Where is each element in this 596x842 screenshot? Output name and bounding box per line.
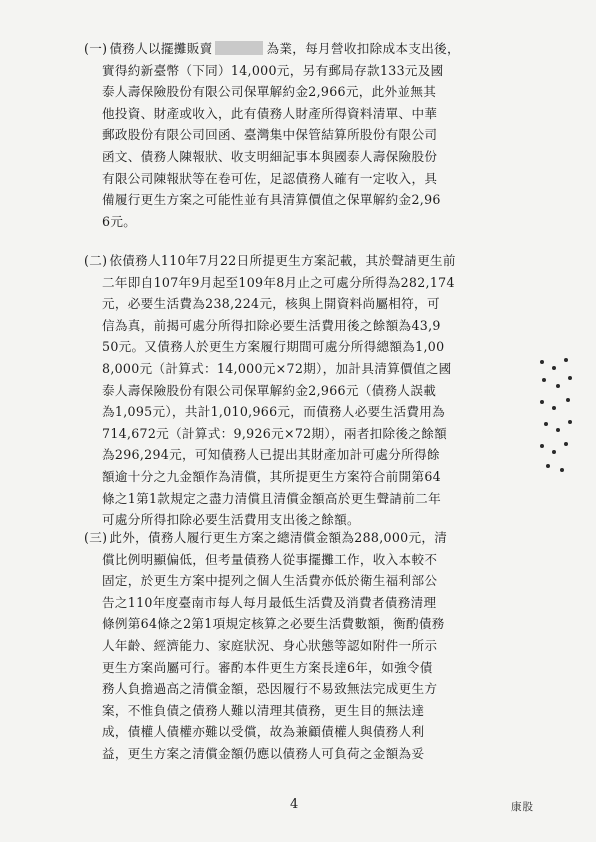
paragraph-line: 額逾十分之九金額作為清償，其所提更生方案符合前開第64	[102, 468, 441, 484]
footer-label: 康股	[511, 801, 534, 813]
paragraph-line: 益，更生方案之清償金額仍應以債務人可負荷之金額為妥	[102, 745, 425, 761]
paragraph-line: 條之1第1款規定之盡力清償且清償金額高於更生聲請前二年	[102, 490, 441, 506]
paragraph-line: 元，必要生活費為238,224元，核與上開資料尚屬相符，可	[102, 296, 440, 312]
paragraph-line: 固定，於更生方案中提列之個人生活費亦低於衛生福利部公	[102, 573, 438, 589]
line-text: 依債務人110年7月22日所提更生方案記載，其於聲請更生前	[109, 253, 456, 268]
paragraph-line: 6元。	[102, 213, 137, 229]
paragraph-line: 告之110年度臺南市每人每月最低生活費及消費者債務清理	[102, 594, 437, 610]
paragraph-line: 郵政股份有限公司回函、臺灣集中保管結算所股份有限公司	[102, 127, 438, 143]
paragraph-line: 為296,294元，可知債務人已提出其財產加計可處分所得餘	[102, 447, 440, 463]
paragraph-line: 二年即自107年9月起至109年8月止之可處分所得為282,174	[102, 274, 455, 290]
paragraph-line	[84, 250, 520, 272]
paragraph-line: 務人負擔過高之清償金額，恐因履行不易致無法完成更生方	[102, 681, 438, 697]
line-text: 此外，債務人履行更生方案之總清償金額為288,000元，清	[109, 530, 448, 545]
page-number: 4	[290, 797, 299, 812]
paragraph-line: 他投資、財產或收入，此有債務人財產所得資料清單、中華	[102, 105, 438, 121]
paragraph-line	[84, 38, 520, 60]
paragraph-line: 泰人壽保險股份有限公司保單解約金2,966元，此外並無其	[102, 84, 437, 100]
paragraph-line	[84, 527, 520, 549]
line-text: 為業，每月營收扣除成本支出後，	[266, 41, 460, 56]
binding-holes	[538, 356, 578, 476]
paragraph-line: 備履行更生方案之可能性並有具清算價值之保單解約金2,96	[102, 192, 441, 208]
paragraph-line: 函文、債務人陳報狀、收支明細記事本與國泰人壽保險股份	[102, 148, 438, 164]
line-text: 債務人以擺攤販賣	[109, 41, 213, 56]
paragraph-line: 信為真，前揭可處分所得扣除必要生活費用後之餘額為43,9	[102, 317, 441, 333]
paragraph-line: 8,000元（計算式：14,000元×72期），加計具清算價值之國	[102, 360, 452, 376]
paragraph-line: 有限公司陳報狀等在卷可佐，足認債務人確有一定收入，具	[102, 170, 438, 186]
paragraph-line: 償比例明顯偏低，但考量債務人從事擺攤工作，收入本較不	[102, 551, 438, 567]
paragraph-line: 案，不惟負債之債務人難以清理其債務，更生目的無法達	[102, 702, 425, 718]
paragraph-line: 成，債權人債權亦難以受償，故為兼顧債權人與債務人利	[102, 724, 425, 740]
paragraph-line: 可處分所得扣除必要生活費用支出後之餘額。	[102, 512, 360, 528]
paragraph-marker: (一)	[84, 41, 108, 56]
paragraph-line: 泰人壽保險股份有限公司保單解約金2,966元（債務人誤載	[102, 382, 437, 398]
paragraph-line: 更生方案尚屬可行。審酌本件更生方案長達6年，如強令債	[102, 659, 433, 675]
paragraph-line: 714,672元（計算式：9,926元×72期），兩者扣除後之餘額	[102, 425, 447, 441]
paragraph-marker: (二)	[84, 253, 108, 268]
paragraph-1	[84, 38, 520, 232]
paragraph-line: 50元。又債務人於更生方案履行期間可處分所得總額為1,00	[102, 339, 445, 355]
paragraph-line: 人年齡、經濟能力、家庭狀況、身心狀態等認如附件一所示	[102, 637, 438, 653]
paragraph-line: 實得約新臺幣（下同）14,000元，另有郵局存款133元及國	[102, 62, 444, 78]
paragraph-2	[84, 250, 520, 531]
redaction-block	[215, 41, 263, 55]
paragraph-3	[84, 527, 520, 765]
paragraph-line: 條例第64條之2第1項規定核算之必要生活費數額，衡酌債務	[102, 616, 445, 632]
paragraph-line: 為1,095元），共計1,010,966元，而債務人必要生活費用為	[102, 404, 446, 420]
paragraph-marker: (三)	[84, 530, 108, 545]
